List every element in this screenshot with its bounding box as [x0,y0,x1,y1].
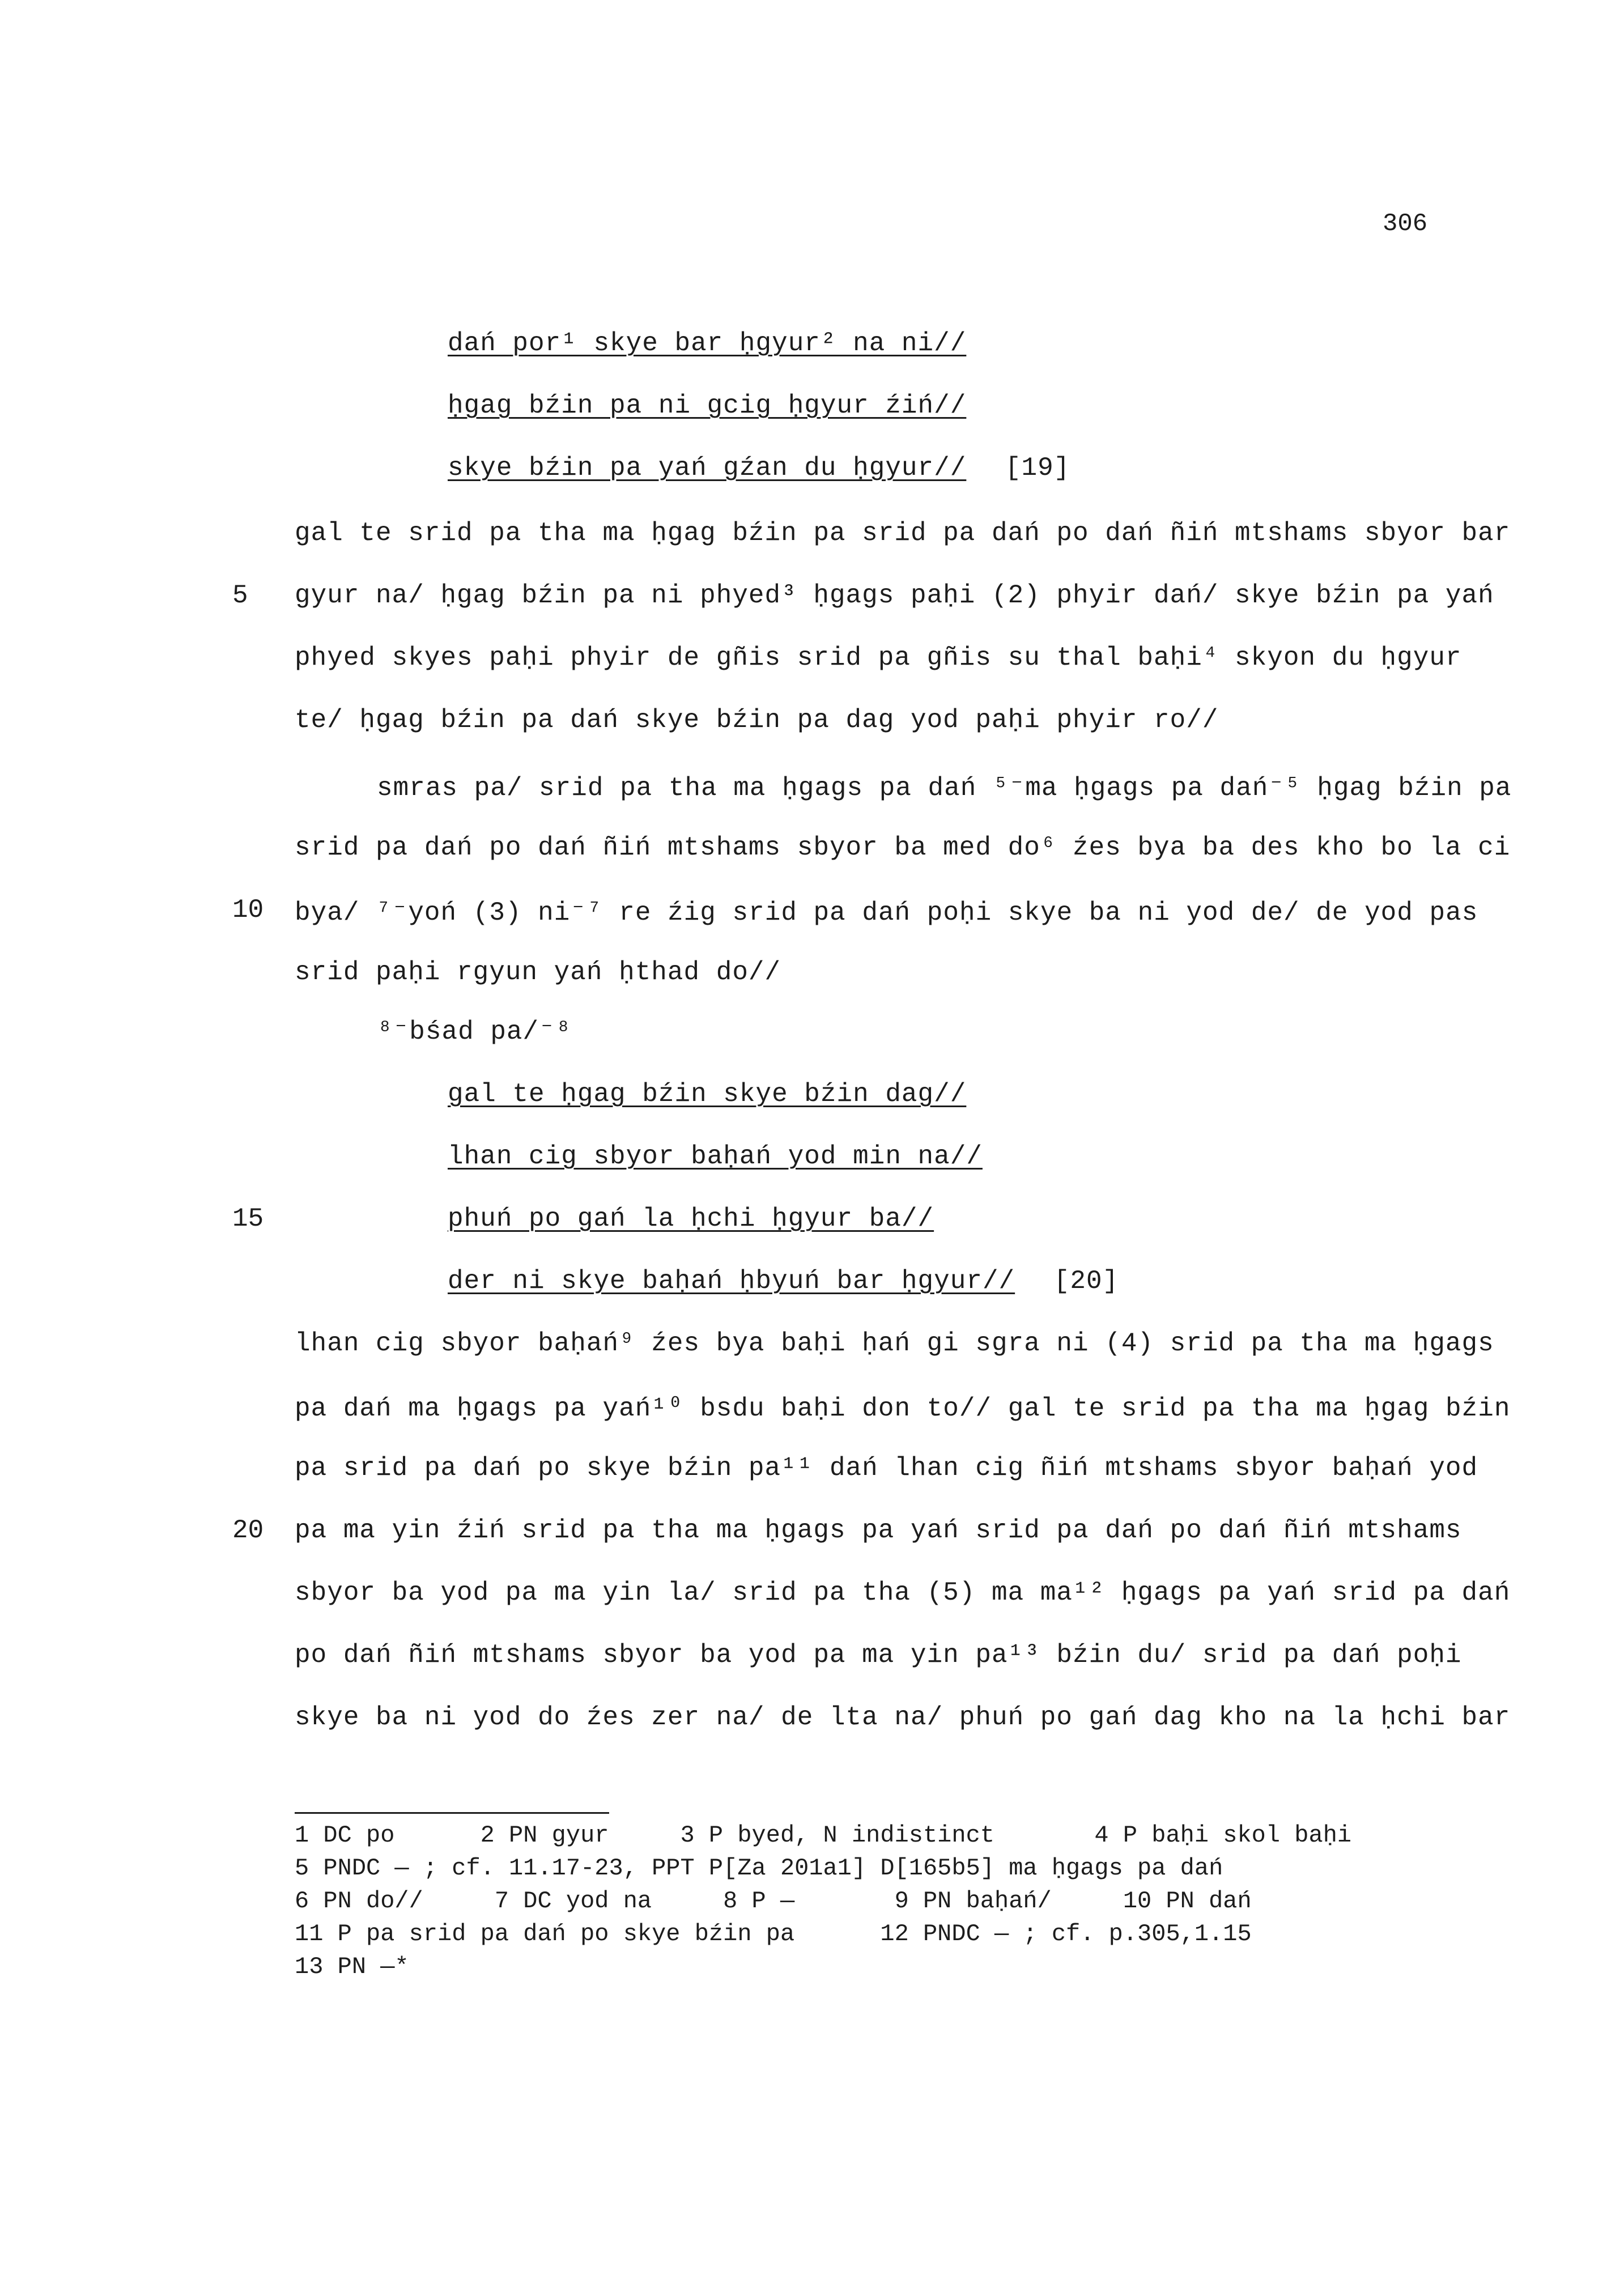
prose-line: srid paḥi rgyun yań ḥthad do// [295,958,781,987]
verse-line: phuń po gań la ḥchi ḥgyur ba// [448,1204,934,1234]
prose-line: po dań ñiń mtshams sbyor ba yod pa ma yin pa¹³ bźin du/ srid pa dań poḥi [295,1640,1462,1670]
prose-line: pa ma yin źiń srid pa tha ma ḥgags pa yań srid pa dań po dań ñiń mtshams [295,1516,1462,1545]
verse-line: dań por¹ skye bar ḥgyur² na ni// [448,329,967,358]
prose-line: pa dań ma ḥgags pa yań¹⁰ bsdu baḥi don to// gal te srid pa tha ma ḥgag bźin [295,1394,1511,1423]
line-number: 15 [232,1204,264,1234]
prose-line: phyed skyes paḥi phyir de gñis srid pa gñis su thal baḥi⁴ skyon du ḥgyur [295,643,1462,673]
line-number: 5 [232,581,248,610]
footnote: 6 PN do// 7 DC yod na 8 P — 9 PN baḥań/ 10 PN dań [295,1887,1252,1915]
verse-tag: [19] [1005,453,1070,483]
verse-line: ḥgag bźin pa ni gcig ḥgyur źiń// [448,391,967,420]
footnote: 11 P pa srid pa dań po skye bźin pa 12 PNDC — ; cf. p.305,1.15 [295,1920,1252,1948]
footnote-rule [295,1812,609,1814]
line-number: 20 [232,1516,264,1545]
footnote: 13 PN —* [295,1953,409,1980]
verse-line: lhan cig sbyor baḥań yod min na// [448,1142,983,1171]
footnote: 5 PNDC — ; cf. 11.17-23, PPT P[Za 201a1] D[165b5] ma ḥgags pa dań [295,1855,1223,1882]
page-number: 306 [1383,210,1428,238]
prose-line: pa srid pa dań po skye bźin pa¹¹ dań lhan cig ñiń mtshams sbyor baḥań yod [295,1453,1478,1483]
prose-line: srid pa dań po dań ñiń mtshams sbyor ba med do⁶ źes bya ba des kho bo la ci [295,833,1511,862]
prose-line: te/ ḥgag bźin pa dań skye bźin pa dag yod paḥi phyir ro// [295,705,1219,735]
prose-line: smras pa/ srid pa tha ma ḥgags pa dań ⁵⁻ma ḥgags pa dań⁻⁵ ḥgag bźin pa [377,773,1512,803]
verse-line: skye bźin pa yań gźan du ḥgyur// [448,453,967,483]
prose-line: bya/ ⁷⁻yoń (3) ni⁻⁷ re źig srid pa dań poḥi skye ba ni yod de/ de yod pas [295,898,1478,928]
prose-line: sbyor ba yod pa ma yin la/ srid pa tha (5) ma ma¹² ḥgags pa yań srid pa dań [295,1578,1511,1608]
footnote: 1 DC po 2 PN gyur 3 P byed, N indistinct 4 P baḥi skol baḥi [295,1822,1352,1849]
line-number: 10 [232,895,264,925]
section-heading: ⁸⁻bśad pa/⁻⁸ [377,1017,572,1047]
prose-line: gyur na/ ḥgag bźin pa ni phyed³ ḥgags paḥi (2) phyir dań/ skye bźin pa yań [295,581,1494,610]
verse-line: gal te ḥgag bźin skye bźin dag// [448,1079,967,1109]
prose-line: gal te srid pa tha ma ḥgag bźin pa srid pa dań po dań ñiń mtshams sbyor bar [295,518,1511,548]
verse-tag: [20] [1053,1266,1119,1296]
verse-line: der ni skye baḥań ḥbyuń bar ḥgyur// [448,1266,1015,1296]
prose-line: lhan cig sbyor baḥań⁹ źes bya baḥi ḥań gi sgra ni (4) srid pa tha ma ḥgags [295,1329,1494,1358]
prose-line: skye ba ni yod do źes zer na/ de lta na/ phuń po gań dag kho na la ḥchi bar [295,1703,1511,1732]
